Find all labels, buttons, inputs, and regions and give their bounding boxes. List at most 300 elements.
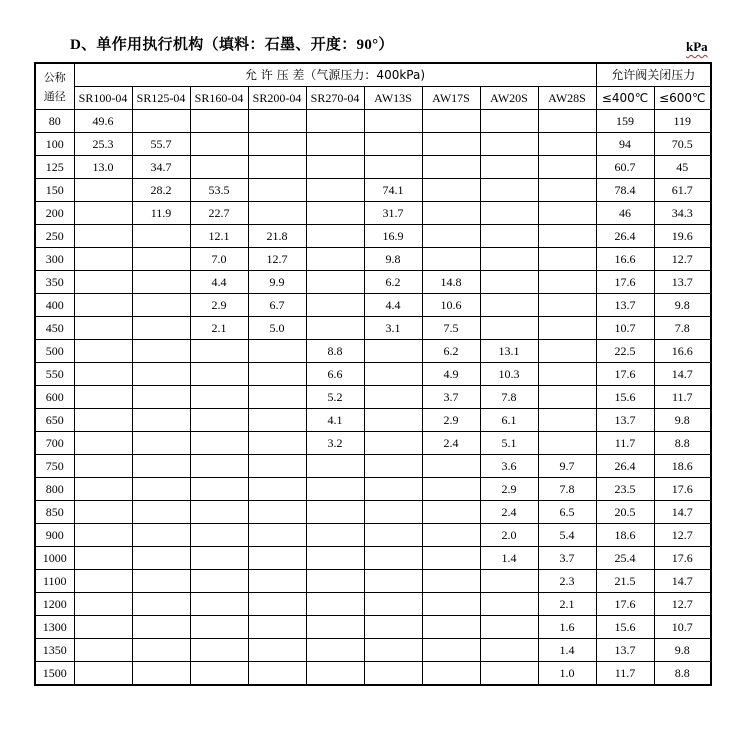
table-cell [190,501,248,524]
table-cell: 6.2 [422,340,480,363]
table-cell [190,455,248,478]
table-cell [132,110,190,133]
table-cell: 4.1 [306,409,364,432]
table-cell: 2.0 [480,524,538,547]
table-cell [248,616,306,639]
table-cell: 13.1 [480,340,538,363]
table-cell: 14.7 [654,363,711,386]
table-cell [538,179,596,202]
table-cell: 17.6 [654,547,711,570]
table-cell: 17.6 [596,271,654,294]
table-cell [306,524,364,547]
table-row [35,386,711,409]
table-cell: 23.5 [596,478,654,501]
table-cell [480,570,538,593]
table-row [35,524,711,547]
table-cell: 6.1 [480,409,538,432]
table-cell [364,501,422,524]
table-cell [538,156,596,179]
table-cell [190,432,248,455]
table-cell [74,386,132,409]
table-cell [190,340,248,363]
unit-label: kPa [686,39,708,54]
table-row [35,248,711,271]
table-cell [248,593,306,616]
table-cell: 2.1 [190,317,248,340]
table-cell [132,593,190,616]
table-cell [74,248,132,271]
table-cell: 8.8 [306,340,364,363]
table-cell: 94 [596,133,654,156]
table-cell [480,156,538,179]
header-allowable-differential: 允 许 压 差（气源压力：400kPa) [74,63,596,87]
table-cell [364,110,422,133]
table-cell [132,570,190,593]
table-cell: 8.8 [654,432,711,455]
table-cell [480,248,538,271]
table-cell: 25.4 [596,547,654,570]
table-cell [74,317,132,340]
table-cell: 6.2 [364,271,422,294]
table-cell [74,340,132,363]
table-cell [480,294,538,317]
table-cell [248,478,306,501]
table-cell [74,225,132,248]
table-cell: 17.6 [596,593,654,616]
table-cell [364,340,422,363]
table-row [35,639,711,662]
table-cell [306,179,364,202]
column-header: AW13S [364,87,422,110]
table-cell [422,225,480,248]
header-allowable-close-pressure: 允许阀关闭压力 [596,63,711,87]
table-cell: 11.9 [132,202,190,225]
table-cell: 10.3 [480,363,538,386]
row-nominal-diameter: 450 [35,317,74,340]
table-cell [74,501,132,524]
table-cell [132,340,190,363]
table-cell [422,524,480,547]
table-cell: 11.7 [596,432,654,455]
table-cell: 14.8 [422,271,480,294]
table-cell [248,639,306,662]
table-cell: 61.7 [654,179,711,202]
table-row [35,156,711,179]
row-nominal-diameter: 400 [35,294,74,317]
row-nominal-diameter: 550 [35,363,74,386]
table-cell: 49.6 [74,110,132,133]
table-cell: 4.4 [190,271,248,294]
column-header: SR200-04 [248,87,306,110]
table-cell [74,524,132,547]
table-cell [306,271,364,294]
table-cell [248,524,306,547]
table-cell: 25.3 [74,133,132,156]
table-cell [74,639,132,662]
row-nominal-diameter: 500 [35,340,74,363]
table-cell [422,547,480,570]
table-cell [190,616,248,639]
row-nominal-diameter: 850 [35,501,74,524]
table-cell [190,409,248,432]
table-cell [132,639,190,662]
table-cell: 11.7 [596,662,654,686]
table-cell: 7.8 [538,478,596,501]
table-cell: 28.2 [132,179,190,202]
table-row [35,271,711,294]
table-cell: 10.7 [654,616,711,639]
table-row [35,179,711,202]
table-cell: 2.1 [538,593,596,616]
table-cell: 1.6 [538,616,596,639]
table-cell: 1.4 [480,547,538,570]
table-cell [248,156,306,179]
table-cell [132,432,190,455]
table-cell: 74.1 [364,179,422,202]
table-cell [422,593,480,616]
header-nominal-diameter [35,63,74,110]
table-cell [538,110,596,133]
table-cell: 10.6 [422,294,480,317]
table-cell: 13.0 [74,156,132,179]
table-cell [538,271,596,294]
column-header: ≤400℃ [596,87,654,110]
table-cell [422,616,480,639]
table-cell [248,386,306,409]
table-cell [306,593,364,616]
table-cell [480,271,538,294]
table-cell [248,570,306,593]
table-cell: 7.8 [654,317,711,340]
table-cell [422,662,480,686]
table-cell [480,317,538,340]
table-cell [248,340,306,363]
table-cell [306,110,364,133]
table-cell [538,432,596,455]
table-cell [74,294,132,317]
table-cell [364,432,422,455]
table-cell [306,202,364,225]
table-cell [248,455,306,478]
table-cell: 13.7 [596,409,654,432]
table-cell [74,662,132,686]
table-cell: 19.6 [654,225,711,248]
row-nominal-diameter: 1100 [35,570,74,593]
table-cell [248,202,306,225]
table-cell: 60.7 [596,156,654,179]
table-cell: 11.7 [654,386,711,409]
table-cell: 34.7 [132,156,190,179]
table-cell [132,478,190,501]
table-cell: 13.7 [596,639,654,662]
row-nominal-diameter: 1300 [35,616,74,639]
table-cell [248,110,306,133]
table-cell [74,432,132,455]
header-row-columns [35,87,711,110]
table-cell: 9.8 [654,294,711,317]
row-nominal-diameter: 350 [35,271,74,294]
table-cell [480,225,538,248]
table-cell: 3.2 [306,432,364,455]
table-cell [306,662,364,686]
table-cell: 3.7 [422,386,480,409]
table-cell [364,156,422,179]
table-cell [422,248,480,271]
table-cell [364,524,422,547]
header-dn-line1: 公称 [43,70,66,84]
table-row [35,662,711,686]
table-cell: 2.9 [480,478,538,501]
table-row [35,616,711,639]
table-cell: 14.7 [654,570,711,593]
table-cell: 12.1 [190,225,248,248]
header-dn-line2: 通径 [43,89,66,103]
table-cell [480,110,538,133]
table-row [35,202,711,225]
table-cell [74,363,132,386]
table-cell [422,133,480,156]
table-cell [422,570,480,593]
row-nominal-diameter: 250 [35,225,74,248]
table-cell [190,363,248,386]
table-cell [538,340,596,363]
table-cell: 6.7 [248,294,306,317]
table-cell [74,570,132,593]
table-cell [480,179,538,202]
table-cell: 46 [596,202,654,225]
table-cell [480,202,538,225]
table-cell: 2.3 [538,570,596,593]
table-cell [364,616,422,639]
table-row [35,340,711,363]
table-cell: 6.5 [538,501,596,524]
table-cell [364,662,422,686]
table-cell: 15.6 [596,386,654,409]
table-cell [306,639,364,662]
table-cell [132,616,190,639]
table-cell [248,409,306,432]
table-row [35,501,711,524]
table-cell: 18.6 [654,455,711,478]
table-cell [480,639,538,662]
table-cell: 159 [596,110,654,133]
table-cell [74,271,132,294]
table-cell [190,639,248,662]
table-cell [364,409,422,432]
table-cell: 13.7 [654,271,711,294]
table-cell [364,363,422,386]
table-cell [306,133,364,156]
table-cell: 22.7 [190,202,248,225]
table-cell: 14.7 [654,501,711,524]
table-row [35,547,711,570]
table-cell: 17.6 [654,478,711,501]
table-cell: 7.5 [422,317,480,340]
table-cell: 12.7 [248,248,306,271]
table-cell [306,501,364,524]
table-cell [190,156,248,179]
table-cell: 2.9 [190,294,248,317]
table-row [35,225,711,248]
table-cell [538,363,596,386]
table-cell [132,225,190,248]
table-cell [74,179,132,202]
table-cell [306,455,364,478]
table-cell [132,363,190,386]
table-cell [306,156,364,179]
table-cell: 119 [654,110,711,133]
table-cell: 26.4 [596,455,654,478]
table-cell: 16.6 [596,248,654,271]
table-row [35,317,711,340]
table-row [35,363,711,386]
table-cell: 16.6 [654,340,711,363]
table-cell [248,133,306,156]
table-cell: 7.8 [480,386,538,409]
row-nominal-diameter: 125 [35,156,74,179]
column-header: AW28S [538,87,596,110]
table-cell [422,110,480,133]
table-cell: 5.0 [248,317,306,340]
column-header: SR270-04 [306,87,364,110]
table-cell: 2.4 [422,432,480,455]
row-nominal-diameter: 200 [35,202,74,225]
table-row [35,478,711,501]
table-row [35,570,711,593]
table-cell: 5.2 [306,386,364,409]
table-cell [306,570,364,593]
table-cell [132,524,190,547]
table-cell: 10.7 [596,317,654,340]
table-cell: 3.6 [480,455,538,478]
table-cell [538,409,596,432]
row-nominal-diameter: 80 [35,110,74,133]
table-cell [132,248,190,271]
table-cell [190,593,248,616]
table-cell: 9.7 [538,455,596,478]
table-cell [306,294,364,317]
table-cell [74,616,132,639]
table-cell: 4.4 [364,294,422,317]
table-cell [306,317,364,340]
table-cell: 12.7 [654,248,711,271]
table-cell [74,478,132,501]
table-cell [480,593,538,616]
table-cell [190,524,248,547]
document-title: D、单作用执行机构（填料：石墨、开度：90°） [70,37,394,53]
table-cell [74,455,132,478]
table-cell [248,547,306,570]
table-cell: 1.4 [538,639,596,662]
row-nominal-diameter: 1350 [35,639,74,662]
table-cell [538,294,596,317]
row-nominal-diameter: 650 [35,409,74,432]
row-nominal-diameter: 1500 [35,662,74,686]
table-cell [364,639,422,662]
table-cell: 9.8 [364,248,422,271]
table-cell [248,432,306,455]
table-cell [74,593,132,616]
table-cell: 5.1 [480,432,538,455]
table-row [35,455,711,478]
table-cell [190,547,248,570]
row-nominal-diameter: 1200 [35,593,74,616]
table-cell [364,455,422,478]
table-cell [132,294,190,317]
table-cell [364,547,422,570]
table-cell [190,386,248,409]
table-cell [190,662,248,686]
table-cell: 6.6 [306,363,364,386]
table-row [35,110,711,133]
column-header: ≤600℃ [654,87,711,110]
table-cell: 53.5 [190,179,248,202]
table-cell: 5.4 [538,524,596,547]
table-cell [132,501,190,524]
table-cell [480,133,538,156]
table-cell: 12.7 [654,524,711,547]
table-cell [538,225,596,248]
table-row [35,593,711,616]
table-cell: 9.8 [654,409,711,432]
table-cell: 8.8 [654,662,711,686]
table-cell [132,662,190,686]
table-cell [306,478,364,501]
table-cell [74,409,132,432]
table-cell [480,662,538,686]
table-row [35,294,711,317]
table-cell: 17.6 [596,363,654,386]
column-header: AW20S [480,87,538,110]
table-cell: 18.6 [596,524,654,547]
table-cell: 20.5 [596,501,654,524]
table-cell [248,662,306,686]
table-cell [132,547,190,570]
table-cell: 31.7 [364,202,422,225]
table-cell: 22.5 [596,340,654,363]
table-cell: 45 [654,156,711,179]
table-cell [190,570,248,593]
table-cell: 9.9 [248,271,306,294]
table-cell [364,478,422,501]
table-cell: 70.5 [654,133,711,156]
table-cell: 9.8 [654,639,711,662]
table-cell: 1.0 [538,662,596,686]
table-cell [190,133,248,156]
table-cell [132,386,190,409]
table-cell [248,179,306,202]
row-nominal-diameter: 900 [35,524,74,547]
row-nominal-diameter: 600 [35,386,74,409]
table-cell [74,202,132,225]
table-cell: 2.4 [480,501,538,524]
table-cell [364,593,422,616]
table-cell: 55.7 [132,133,190,156]
pressure-table [34,62,712,686]
table-cell [538,386,596,409]
header-row-group [35,63,711,87]
table-cell [422,501,480,524]
table-cell [538,317,596,340]
column-header: SR125-04 [132,87,190,110]
table-row [35,432,711,455]
table-cell [306,547,364,570]
table-cell [248,501,306,524]
table-cell [422,202,480,225]
table-cell [74,547,132,570]
column-header: SR160-04 [190,87,248,110]
table-cell [306,248,364,271]
